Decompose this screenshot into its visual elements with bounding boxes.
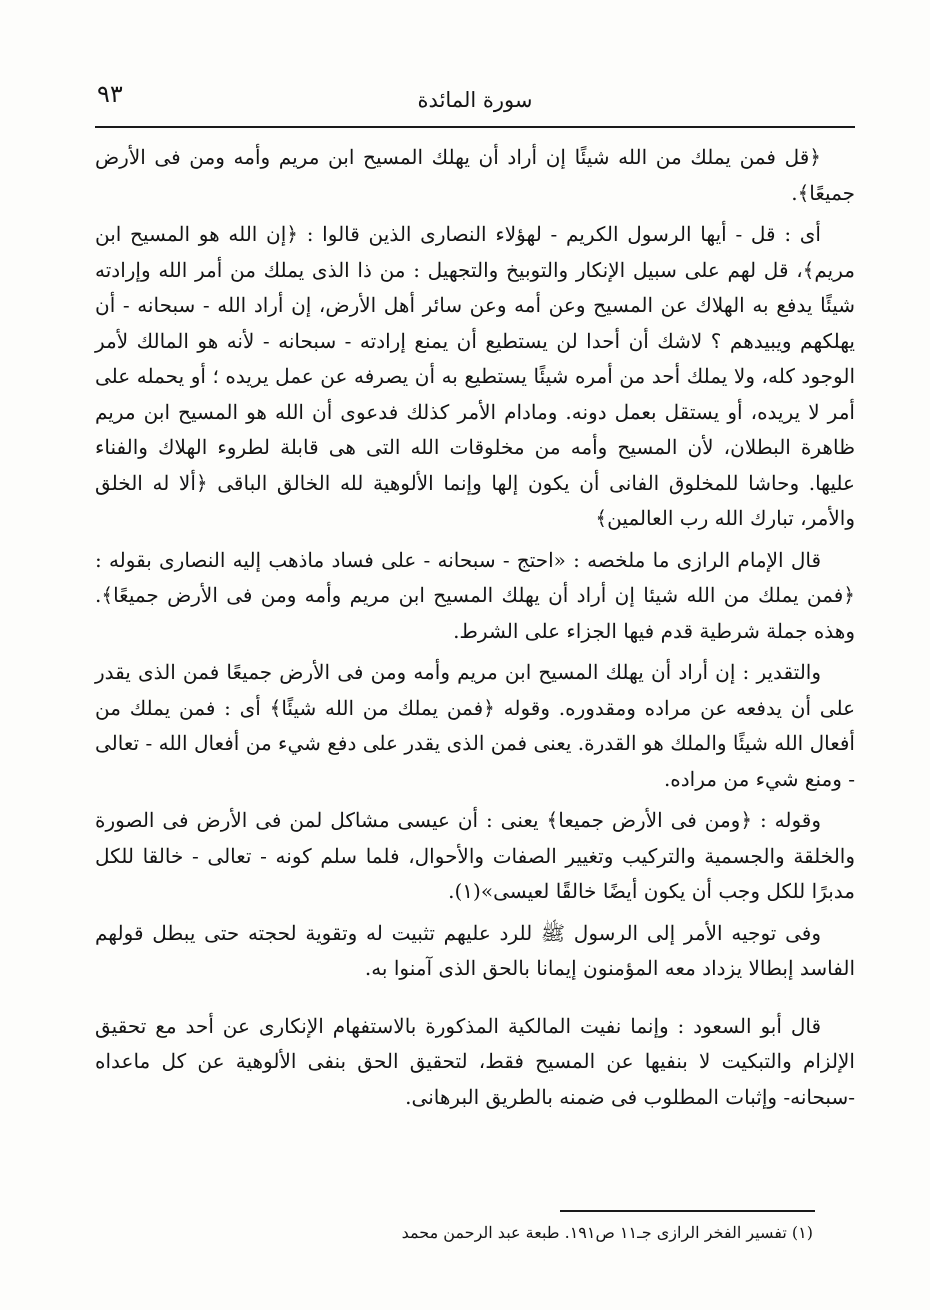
running-title: سورة المائدة: [417, 88, 533, 112]
paragraph-verse: ﴿قل فمن يملك من الله شيئًا إن أراد أن يهلك المسيح ابن مريم وأمه ومن فى الأرض جميعًا﴾.: [95, 145, 855, 205]
header-divider: [95, 126, 855, 128]
page-number: ٩٣: [97, 80, 123, 108]
page-header: [95, 78, 855, 130]
paragraph-explanation: أى : قل - أيها الرسول الكريم - لهؤلاء النصارى الذين قالوا : ﴿إن الله هو المسيح ابن مريم﴾، قل لهم على سبيل الإنكار والتوبيخ والتجهيل : من ذا الذى يملك من أمر الله وإرادته شيئًا يدفع به الهلاك عن المسيح وعن أمه وعن سائر أهل الأرض، إن أراد الله - سبحانه - أن يهلكهم ويبيدهم ؟ لاشك أن أحدا لن يستطيع أن يمنع إرادته - سبحانه - لأنه هو المالك لأمر الوجود كله، ولا يملك أحد من أمره شيئًا يستطيع به أن يصرفه عن عمل يريده ؛ أو يحمله على أمر لا يريده، أو يستقل بعمل دونه. ومادام الأمر كذلك فدعوى أن الله هو المسيح ابن مريم ظاهرة البطلان، لأن المسيح وأمه من مخلوقات الله التى هى قابلة لطروء الهلاك والفناء عليها. وحاشا للمخلوق الفانى أن يكون إلها وإنما الألوهية لله الخالق الباقى ﴿ألا له الخلق والأمر، تبارك الله رب العالمين﴾: [95, 222, 855, 530]
footnote: (١) تفسير الفخر الرازى جـ١١ ص١٩١. طبعة عبد الرحمن محمد: [401, 1223, 813, 1242]
main-text: [95, 140, 855, 1115]
paragraph-taqdir: والتقدير : إن أراد أن يهلك المسيح ابن مريم وأمه ومن فى الأرض جميعًا فمن الذى يقدر على أن يدفعه عن مراده ومقدوره. وقوله ﴿فمن يملك من الله شيئًا﴾ أى : فمن يملك من أفعال الله شيئًا والملك هو القدرة. يعنى فمن الذى يقدر على دفع شيء من أفعال الله - تعالى - ومنع شيء من مراده.: [95, 660, 855, 791]
paragraph-quote-continued: وقوله : ﴿ومن فى الأرض جميعا﴾ يعنى : أن عيسى مشاكل لمن فى الأرض فى الصورة والخلقة والجسمية والتركيب وتغيير الصفات والأحوال، فلما سلم كونه - تعالى - خالقا للكل مدبرًا للكل وجب أن يكون أيضًا خالقًا لعيسى»(١).: [95, 808, 856, 903]
footnote-divider: [560, 1210, 815, 1212]
paragraph-abu-saud: قال أبو السعود : وإنما نفيت المالكية المذكورة بالاستفهام الإنكارى عن أحد مع تحقيق الإلزام والتبكيت لا بنفيها عن المسيح فقط، لتحقيق الحق بنفى الألوهية عن كل ماعداه -سبحانه- وإثبات المطلوب فى ضمنه بالطريق البرهانى.: [95, 1013, 855, 1109]
paragraph-address-prophet: وفى توجيه الأمر إلى الرسول ﷺ للرد عليهم تثبيت له وتقوية لحجته حتى يبطل قولهم الفاسد إبطالا يزداد معه المؤمنون إيمانا بالحق الذى آمنوا به.: [95, 920, 855, 980]
paragraph-razi-quote: قال الإمام الرازى ما ملخصه : «احتج - سبحانه - على فساد ماذهب إليه النصارى بقوله : ﴿فمن يملك من الله شيئا إن أراد أن يهلك المسيح ابن مريم وأمه ومن فى الأرض جميعًا﴾. وهذه جملة شرطية قدم فيها الجزاء على الشرط.: [95, 547, 855, 643]
